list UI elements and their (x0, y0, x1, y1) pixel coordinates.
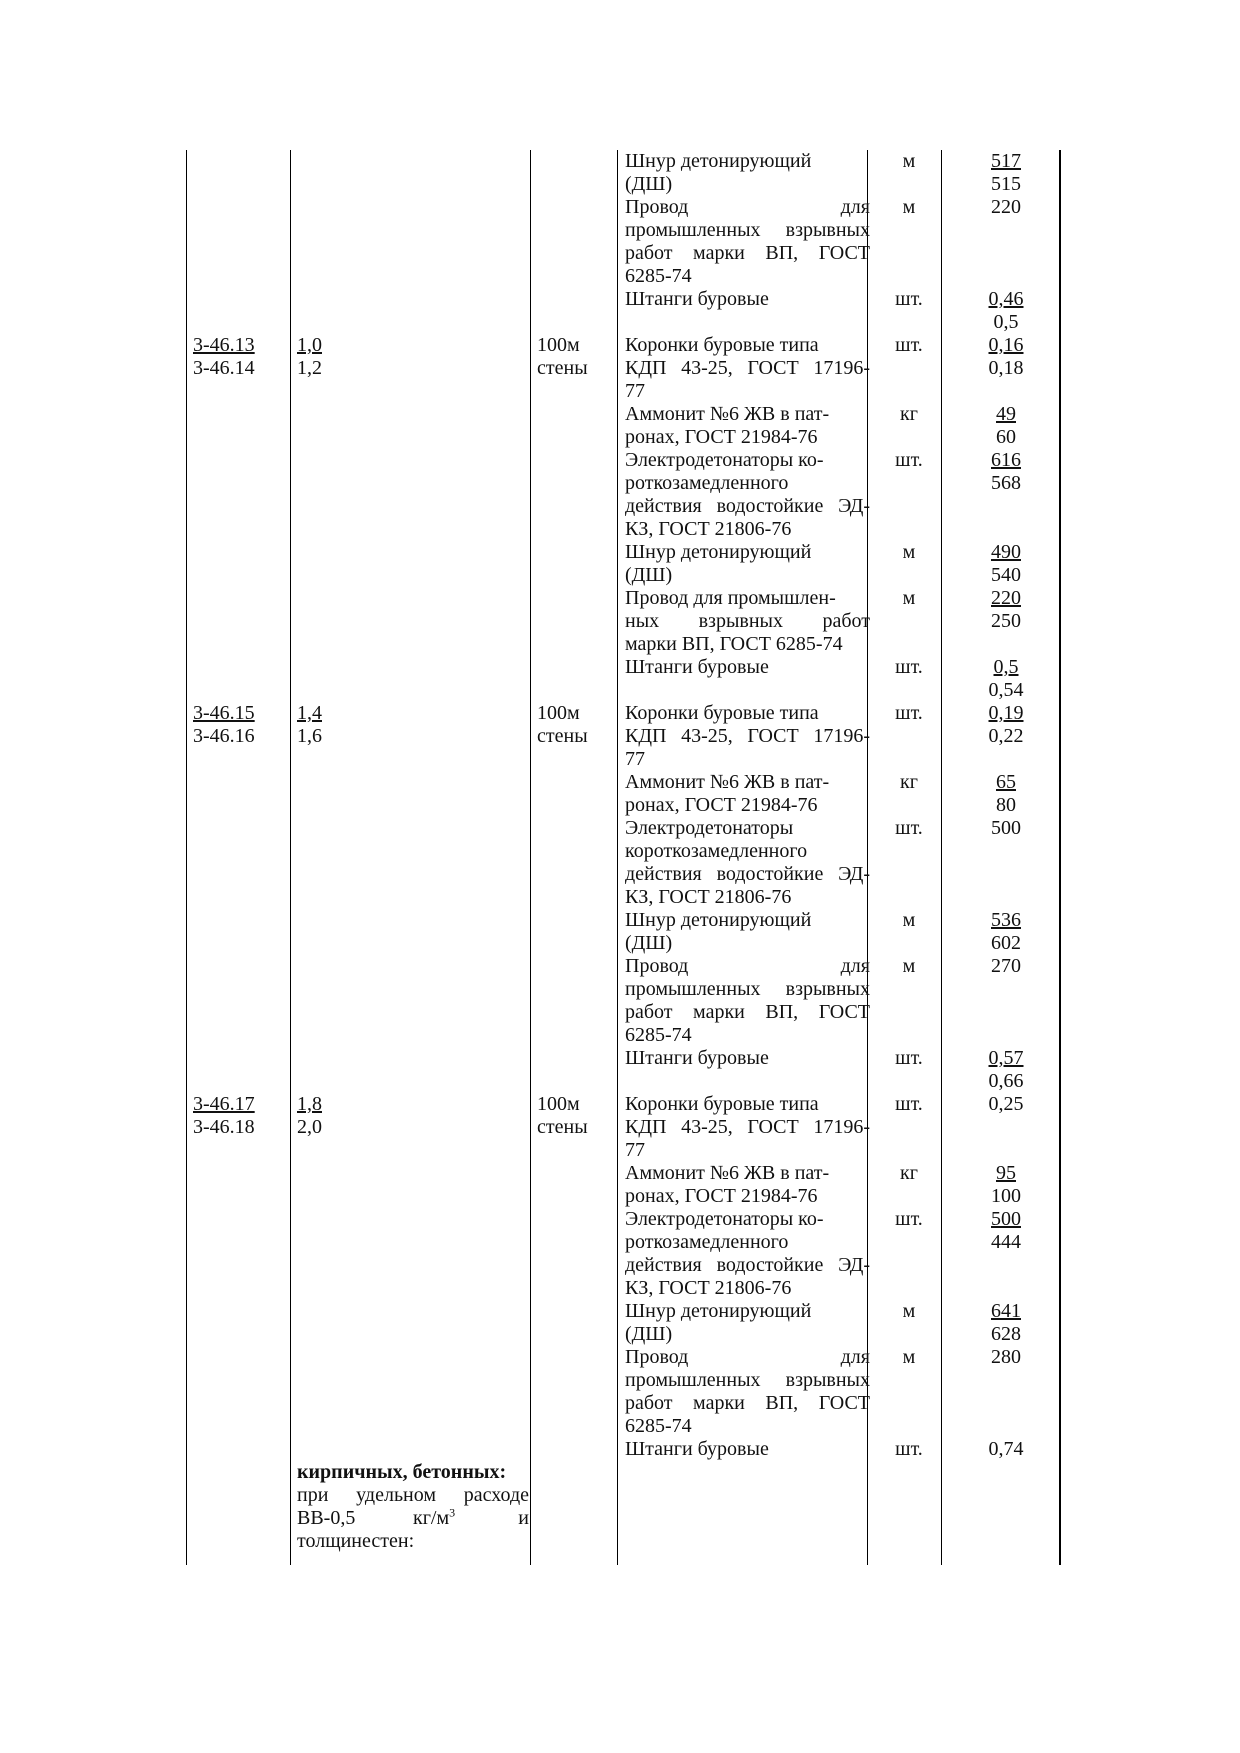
material-name-line: КДП 43-25, ГОСТ 17196- (625, 357, 870, 379)
material-quantity (947, 150, 1065, 196)
material-unit: кг (900, 1162, 918, 1184)
material-quantity-line: 444 (991, 1231, 1021, 1253)
material-unit: шт. (895, 1438, 923, 1460)
material-name-line: Штанги буровые (625, 1047, 769, 1069)
norm-parameter-line: 1,0 (297, 334, 322, 356)
material-quantity-line: 628 (991, 1323, 1021, 1345)
material-name-line: работ марки ВП, ГОСТ (625, 242, 870, 264)
material-quantity-line: 490 (991, 541, 1021, 563)
material-quantity-line: 0,5 (993, 656, 1019, 678)
section-line-part: и (518, 1507, 529, 1529)
material-unit: м (902, 955, 916, 977)
material-unit: м (902, 1300, 916, 1322)
material-name-line: ронах, ГОСТ 21984-76 (625, 426, 818, 448)
material-name-line: короткозамедленного (625, 840, 808, 862)
norm-parameter-line: 1,8 (297, 1093, 322, 1115)
material-quantity-line: 0,46 (988, 288, 1024, 310)
material-name (625, 196, 870, 288)
material-quantity-line: 49 (996, 403, 1016, 425)
material-name (625, 1438, 870, 1461)
material-name-line: 77 (625, 380, 645, 402)
material-quantity (947, 1162, 1065, 1208)
material-name (625, 288, 870, 311)
material-quantity (947, 955, 1065, 978)
material-quantity (947, 1300, 1065, 1346)
material-quantity-line: 0,25 (988, 1093, 1024, 1115)
material-unit: шт. (895, 1047, 923, 1069)
material-unit: шт. (895, 1208, 923, 1230)
norm-code (193, 334, 288, 380)
norm-measure-unit (537, 702, 617, 748)
material-quantity-line: 515 (991, 173, 1021, 195)
material-quantity-line: 500 (991, 817, 1021, 839)
material-unit: шт. (895, 449, 923, 471)
material-name (625, 1300, 870, 1346)
section-line (297, 1507, 529, 1530)
material-name-line: (ДШ) (625, 564, 673, 586)
material-name-line: (ДШ) (625, 932, 673, 954)
material-quantity (947, 771, 1065, 817)
material-unit: м (902, 587, 916, 609)
norm-parameter-line: 1,6 (297, 725, 322, 747)
material-name-line: Штанги буровые (625, 656, 769, 678)
material-name (625, 656, 870, 679)
material-quantity-line: 280 (991, 1346, 1021, 1368)
material-quantity (947, 1208, 1065, 1254)
material-name-line: КЗ, ГОСТ 21806-76 (625, 518, 792, 540)
material-name-line: (ДШ) (625, 1323, 673, 1345)
material-quantity-line: 568 (991, 472, 1021, 494)
norm-code (193, 702, 288, 748)
material-name-line: КДП 43-25, ГОСТ 17196- (625, 725, 870, 747)
material-quantity-line: 517 (991, 150, 1021, 172)
material-name-line: Аммонит №6 ЖВ в пат- (625, 1162, 830, 1184)
material-quantity (947, 817, 1065, 840)
material-name-line: работ марки ВП, ГОСТ (625, 1392, 870, 1414)
material-quantity-line: 0,22 (988, 725, 1024, 747)
material-name-line: КЗ, ГОСТ 21806-76 (625, 886, 792, 908)
material-quantity (947, 1093, 1065, 1116)
material-name (625, 150, 870, 196)
material-name-line: Шнур детонирующий (625, 150, 812, 172)
section-line: толщинестен: (297, 1530, 415, 1552)
material-name-line: Электродетонаторы ко- (625, 449, 824, 471)
material-name-line: Шнур детонирующий (625, 1300, 812, 1322)
material-name (625, 1093, 870, 1162)
norm-code (193, 1093, 288, 1139)
material-name (625, 909, 870, 955)
material-name-line: Штанги буровые (625, 1438, 769, 1460)
material-quantity-line: 500 (991, 1208, 1021, 1230)
material-quantity-line: 250 (991, 610, 1021, 632)
material-name-line: роткозамедленного (625, 472, 789, 494)
material-unit: шт. (895, 288, 923, 310)
material-name (625, 817, 870, 909)
material-quantity (947, 1346, 1065, 1369)
norm-measure-unit-line: 100м (537, 1093, 580, 1115)
material-quantity (947, 587, 1065, 633)
material-name-line: действия водостойкие ЭД- (625, 863, 870, 885)
material-quantity-line: 100 (991, 1185, 1021, 1207)
material-unit: м (902, 909, 916, 931)
material-quantity (947, 403, 1065, 449)
material-quantity-line: 0,5 (993, 311, 1019, 333)
material-name-line: (ДШ) (625, 173, 673, 195)
norm-code-line: 3-46.16 (193, 725, 255, 747)
material-unit: м (902, 541, 916, 563)
material-name (625, 449, 870, 541)
material-unit: шт. (895, 817, 923, 839)
material-unit: м (902, 196, 916, 218)
material-quantity-line: 95 (996, 1162, 1016, 1184)
material-name-line: ных взрывных работ (625, 610, 870, 632)
norm-code-line: 3-46.13 (193, 334, 255, 356)
section-line: при удельном расходе (297, 1484, 529, 1506)
material-name-line: ронах, ГОСТ 21984-76 (625, 794, 818, 816)
material-name-line: 77 (625, 1139, 645, 1161)
material-name-line: Провод для промышлен- (625, 587, 836, 609)
material-quantity-line: 616 (991, 449, 1021, 471)
material-quantity-line: 641 (991, 1300, 1021, 1322)
norm-code-line: 3-46.18 (193, 1116, 255, 1138)
material-unit: м (902, 1346, 916, 1368)
norm-measure-unit (537, 1093, 617, 1139)
material-quantity (947, 656, 1065, 702)
section-line-part: $кг/м^3$ (413, 1505, 456, 1529)
material-quantity (947, 909, 1065, 955)
material-name (625, 334, 870, 403)
material-name-line: 6285-74 (625, 1415, 692, 1437)
material-unit: шт. (895, 1093, 923, 1115)
material-quantity-line: 0,54 (988, 679, 1024, 701)
column-divider (186, 150, 187, 1565)
material-quantity-line: 0,74 (988, 1438, 1024, 1460)
material-quantity-line: 0,18 (988, 357, 1024, 379)
material-name-line: Провод для (625, 196, 870, 218)
material-quantity-line: 220 (991, 587, 1021, 609)
material-name-line: 77 (625, 748, 645, 770)
norm-measure-unit-line: 100м (537, 702, 580, 724)
material-name-line: ронах, ГОСТ 21984-76 (625, 1185, 818, 1207)
material-quantity (947, 702, 1065, 748)
material-name-line: промышленных взрывных (625, 1369, 870, 1391)
material-quantity-line: 270 (991, 955, 1021, 977)
material-name (625, 955, 870, 1047)
material-name (625, 1346, 870, 1438)
material-name (625, 702, 870, 771)
column-divider (530, 150, 531, 1565)
material-name (625, 403, 870, 449)
material-name-line: промышленных взрывных (625, 219, 870, 241)
material-name-line: Аммонит №6 ЖВ в пат- (625, 771, 830, 793)
norm-measure-unit-line: стены (537, 725, 588, 747)
material-name (625, 541, 870, 587)
norm-code-line: 3-46.14 (193, 357, 255, 379)
material-unit: шт. (895, 656, 923, 678)
material-name-line: Шнур детонирующий (625, 909, 812, 931)
material-quantity (947, 1438, 1065, 1461)
norm-parameter (297, 1093, 529, 1139)
material-name-line: Коронки буровые типа (625, 1093, 819, 1115)
material-name-line: Электродетонаторы ко- (625, 1208, 824, 1230)
material-name-line: роткозамедленного (625, 1231, 789, 1253)
material-unit: шт. (895, 334, 923, 356)
material-quantity-line: 0,19 (988, 702, 1024, 724)
material-unit: кг (900, 403, 918, 425)
section-note (297, 1461, 529, 1553)
material-name-line: работ марки ВП, ГОСТ (625, 1001, 870, 1023)
norm-measure-unit-line: стены (537, 1116, 588, 1138)
material-name-line: промышленных взрывных (625, 978, 870, 1000)
material-quantity-line: 602 (991, 932, 1021, 954)
material-unit: кг (900, 771, 918, 793)
section-heading: кирпичных, бетонных: (297, 1461, 507, 1483)
norm-measure-unit-line: стены (537, 357, 588, 379)
material-name-line: Провод для (625, 955, 870, 977)
material-unit: м (902, 150, 916, 172)
material-name-line: Шнур детонирующий (625, 541, 812, 563)
norm-parameter-line: 2,0 (297, 1116, 322, 1138)
norm-code-line: 3-46.15 (193, 702, 255, 724)
material-name-line: Провод для (625, 1346, 870, 1368)
norm-parameter-line: 1,4 (297, 702, 322, 724)
norm-code-line: 3-46.17 (193, 1093, 255, 1115)
norm-parameter (297, 702, 529, 748)
material-name-line: Коронки буровые типа (625, 702, 819, 724)
material-name (625, 1208, 870, 1300)
material-quantity (947, 288, 1065, 334)
material-quantity-line: 540 (991, 564, 1021, 586)
material-quantity-line: 80 (996, 794, 1016, 816)
material-quantity (947, 449, 1065, 495)
material-name-line: Аммонит №6 ЖВ в пат- (625, 403, 830, 425)
material-name-line: действия водостойкие ЭД- (625, 495, 870, 517)
material-quantity-line: 0,66 (988, 1070, 1024, 1092)
column-divider (617, 150, 618, 1565)
norm-parameter (297, 334, 529, 380)
material-name-line: 6285-74 (625, 265, 692, 287)
material-name-line: КЗ, ГОСТ 21806-76 (625, 1277, 792, 1299)
material-quantity-line: 65 (996, 771, 1016, 793)
material-quantity-line: 60 (996, 426, 1016, 448)
norm-measure-unit (537, 334, 617, 380)
material-quantity-line: 536 (991, 909, 1021, 931)
material-unit: шт. (895, 702, 923, 724)
material-quantity (947, 334, 1065, 380)
norm-parameter-line: 1,2 (297, 357, 322, 379)
material-name (625, 1162, 870, 1208)
material-quantity-line: 0,16 (988, 334, 1024, 356)
material-quantity-line: 0,57 (988, 1047, 1024, 1069)
material-quantity-line: 220 (991, 196, 1021, 218)
material-name-line: Штанги буровые (625, 288, 769, 310)
material-quantity (947, 1047, 1065, 1093)
norm-measure-unit-line: 100м (537, 334, 580, 356)
section-line-part: ВВ-0,5 (297, 1507, 356, 1529)
material-name-line: КДП 43-25, ГОСТ 17196- (625, 1116, 870, 1138)
material-name-line: марки ВП, ГОСТ 6285-74 (625, 633, 843, 655)
material-name-line: Коронки буровые типа (625, 334, 819, 356)
material-name (625, 1047, 870, 1070)
material-name-line: действия водостойкие ЭД- (625, 1254, 870, 1276)
material-quantity (947, 196, 1065, 219)
material-name (625, 771, 870, 817)
material-name (625, 587, 870, 656)
material-name-line: Электродетонаторы (625, 817, 794, 839)
material-quantity (947, 541, 1065, 587)
column-divider (290, 150, 291, 1565)
material-name-line: 6285-74 (625, 1024, 692, 1046)
